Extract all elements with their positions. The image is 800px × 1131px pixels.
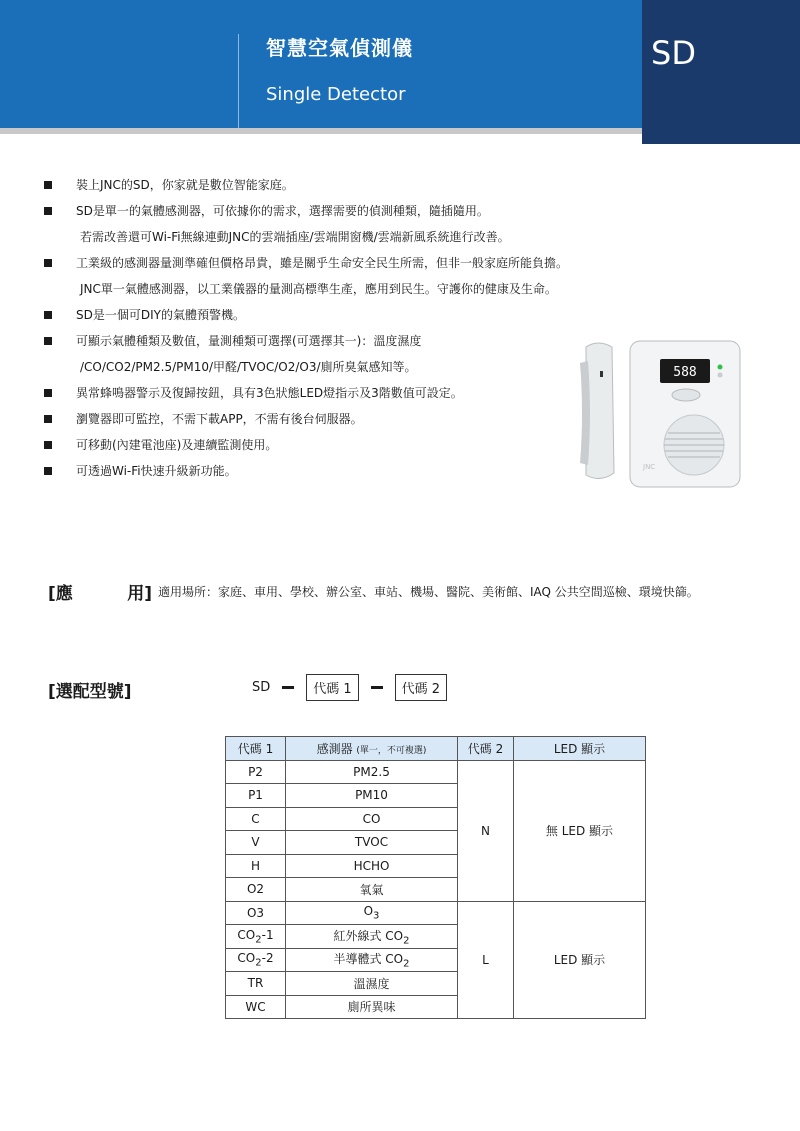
feature-item: 瀏覽器即可監控，不需下載APP，不需有後台伺服器。 <box>44 406 604 432</box>
device-photo <box>568 333 768 493</box>
square-bullet-icon <box>44 337 52 345</box>
feature-item: 異常蜂鳴器警示及復歸按鈕，具有3色狀態LED燈指示及3階數值可設定。 <box>44 380 604 406</box>
feature-item-continuation: 若需改善還可Wi-Fi無線連動JNC的雲端插座/雲端開窗機/雲端新風系統進行改善。 <box>80 230 510 244</box>
reset-button[interactable] <box>672 389 700 401</box>
table-row: WC 廁所異味 <box>226 995 646 1019</box>
square-bullet-icon <box>44 415 52 423</box>
led-cell: LED 顯示 <box>514 901 646 1019</box>
model-label: [選配型號] <box>48 682 132 702</box>
header-code2: 代碼 2 <box>458 737 514 761</box>
square-bullet-icon <box>44 441 52 449</box>
device-logo: JNC <box>643 463 656 471</box>
feature-item: 可透過Wi-Fi快速升級新功能。 <box>44 458 604 484</box>
header-rule <box>0 128 642 134</box>
led-cell: 無 LED 顯示 <box>514 760 646 901</box>
square-bullet-icon <box>44 389 52 397</box>
code2-box: 代碼 2 <box>395 674 447 701</box>
header-band <box>0 0 642 128</box>
feature-item: SD是一個可DIY的氣體預警機。 <box>44 302 604 328</box>
square-bullet-icon <box>44 207 52 215</box>
dash-icon <box>282 686 294 689</box>
table-row: $CO_2-1$ 紅外線式 $CO_2$ <box>226 925 646 949</box>
square-bullet-icon <box>44 311 52 319</box>
model-prefix: SD <box>252 679 271 695</box>
code2-cell: N <box>458 760 514 901</box>
square-bullet-icon <box>44 467 52 475</box>
table-row: H HCHO <box>226 854 646 878</box>
table-header-row <box>226 737 646 761</box>
side-led-icon <box>600 371 603 377</box>
feature-item-continuation: /CO/CO2/PM2.5/PM10/甲醛/TVOC/O2/O3/廁所臭氣感知等。 <box>80 360 417 374</box>
table-row: O3 $O_3$ L LED 顯示 <box>226 901 646 925</box>
feature-item-continuation: JNC單一氣體感測器，以工業儀器的量測高標準生產，應用到民生。守護你的健康及生命。 <box>80 282 557 296</box>
feature-item: 裝上JNC的SD，你家就是數位智能家庭。 <box>44 172 604 198</box>
header-led: LED 顯示 <box>514 737 646 761</box>
page-subtitle: Single Detector <box>266 84 406 105</box>
model-code-block <box>642 0 800 144</box>
dash-icon <box>371 686 383 689</box>
display-readout: 588 <box>673 365 697 380</box>
page-title: 智慧空氣偵測儀 <box>266 36 413 60</box>
application-label: [應 用] <box>48 584 152 604</box>
square-bullet-icon <box>44 181 52 189</box>
table-row: V TVOC <box>226 831 646 855</box>
feature-item: 可移動(內建電池座)及連續監測使用。 <box>44 432 604 458</box>
model-code: SD <box>651 34 696 72</box>
header-code1: 代碼 1 <box>226 737 286 761</box>
speaker-grille-icon <box>664 415 724 475</box>
table-row: $CO_2-2$ 半導體式 $CO_2$ <box>226 948 646 972</box>
application-text: 適用場所：家庭、車用、學校、辦公室、車站、機場、醫院、美術館、IAQ 公共空間巡檢、環境快篩。 <box>158 585 699 599</box>
table-row: P1 PM10 <box>226 784 646 808</box>
feature-item: SD是單一的氣體感測器，可依據你的需求，選擇需要的偵測種類，隨插隨用。 <box>44 198 604 224</box>
feature-list <box>44 172 604 484</box>
led-indicator-icon <box>718 365 723 370</box>
square-bullet-icon <box>44 259 52 267</box>
model-table <box>225 736 646 1019</box>
feature-item: 工業級的感測器量測準確但價格昂貴，雖是關乎生命安全民生所需，但非一般家庭所能負擔。 <box>44 250 604 276</box>
feature-item: 可顯示氣體種類及數值，量測種類可選擇(可選擇其一)：溫度濕度 <box>44 328 604 354</box>
code2-cell: L <box>458 901 514 1019</box>
table-row: P2 PM2.5 N 無 LED 顯示 <box>226 760 646 784</box>
table-row: C CO <box>226 807 646 831</box>
table-row: TR 溫濕度 <box>226 972 646 996</box>
header-divider <box>238 34 239 128</box>
model-formula <box>252 673 447 701</box>
code1-box: 代碼 1 <box>306 674 358 701</box>
table-row: O2 氧氣 <box>226 878 646 902</box>
header-sensor: 感測器 (單一，不可複選) <box>286 737 458 761</box>
